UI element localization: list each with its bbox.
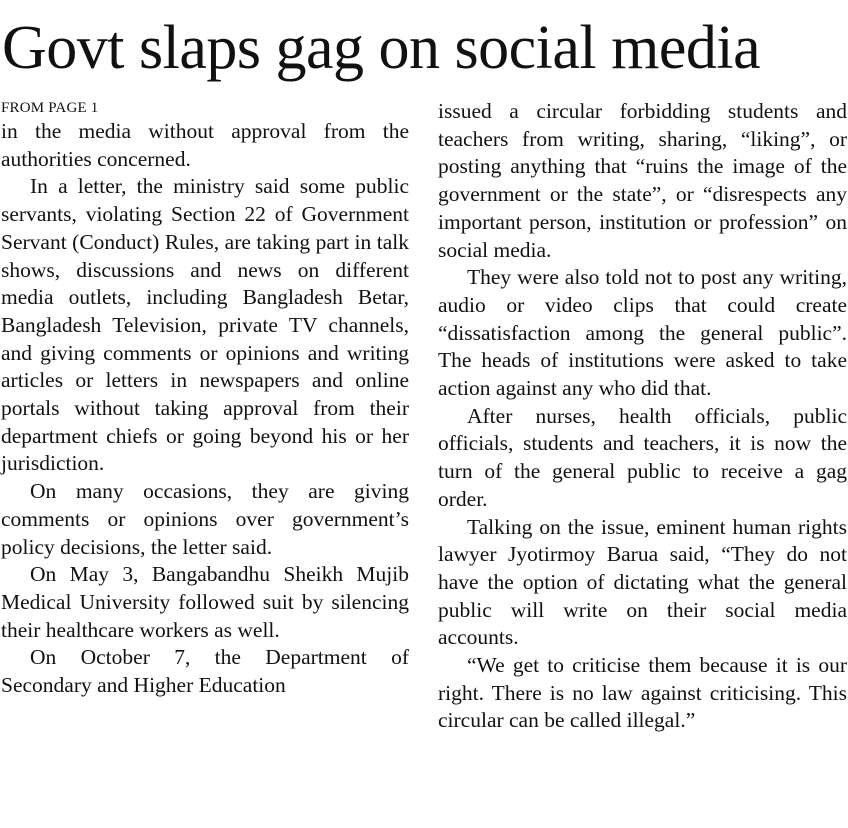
article-column-left [1,98,409,700]
paragraph: Talking on the issue, eminent human rights lawyer Jyotirmoy Barua said, “They do not have the option of dictating what the general public will write on their social media accounts. [438,514,847,650]
paragraph: They were also told not to post any writing, audio or video clips that could create “dissatisfaction among the general public”. The heads of institutions were asked to take action against any who did that. [438,265,847,401]
paragraph: On many occasions, they are giving comments or opinions over government’s policy decisions, the letter said. [1,479,409,559]
article-column-right [438,98,847,735]
paragraph: in the media without approval from the authorities concerned. [1,119,409,171]
paragraph: issued a circular forbidding students and teachers from writing, sharing, “liking”, or posting anything that “ruins the image of the government or the state”, or “disrespects any important person, institution or profession” on social media. [438,99,847,262]
paragraph: In a letter, the ministry said some public servants, violating Section 22 of Government Servant (Conduct) Rules, are taking part in talk shows, discussions and news on different media outlets, including Bangladesh Betar, Bangladesh Television, private TV channels, and giving comments or opinions and writing articles or letters in newspapers and online portals without taking approval from their department chiefs or going beyond his or her jurisdiction. [1,174,409,476]
article-headline: Govt slaps gag on social media [2,14,761,82]
paragraph: After nurses, health officials, public officials, students and teachers, it is now the turn of the general public to receive a gag order. [438,403,847,511]
dateline: FROM PAGE 1 [1,100,99,116]
paragraph: On October 7, the Department of Secondary and Higher Education [1,645,409,698]
paragraph: On May 3, Bangabandhu Sheikh Mujib Medical University followed suit by silencing their healthcare workers as well. [1,562,409,642]
paragraph: “We get to criticise them because it is our right. There is no law against criticising. This circular can be called illegal.” [438,653,847,733]
